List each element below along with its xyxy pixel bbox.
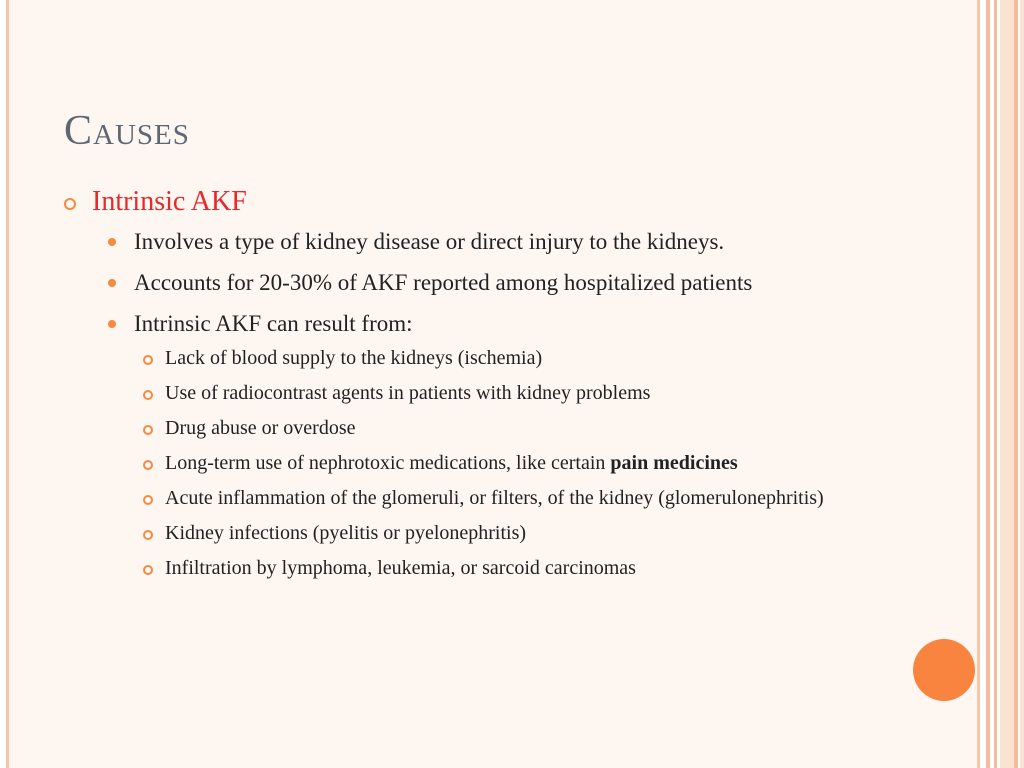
ring-bullet-icon bbox=[143, 495, 153, 505]
list-item-text: Intrinsic AKF can result from: bbox=[134, 311, 413, 336]
sub-list-item-text: Infiltration by lymphoma, leukemia, or sarcoid carcinomas bbox=[165, 557, 636, 579]
bold-emphasis: pain medicines bbox=[610, 452, 738, 474]
ring-bullet-icon bbox=[143, 530, 153, 540]
decorative-stripe bbox=[1014, 0, 1018, 768]
list-item bbox=[62, 308, 862, 339]
list-item bbox=[62, 267, 862, 298]
ring-bullet-icon bbox=[143, 355, 153, 365]
heading-text: Intrinsic AKF bbox=[92, 186, 247, 217]
sub-list-item-text: Drug abuse or overdose bbox=[165, 417, 356, 439]
decorative-stripe bbox=[986, 0, 990, 768]
ring-bullet-icon bbox=[143, 460, 153, 470]
dot-bullet-icon bbox=[108, 238, 116, 246]
ring-bullet-icon bbox=[143, 390, 153, 400]
sub-list-item bbox=[62, 520, 862, 547]
dot-bullet-icon bbox=[108, 279, 116, 287]
sub-list-item-text: Kidney infections (pyelitis or pyelonephritis) bbox=[165, 522, 527, 544]
sub-list-item bbox=[62, 450, 862, 477]
sub-list-item bbox=[62, 485, 862, 512]
sub-list-item-text: Lack of blood supply to the kidneys (ischemia) bbox=[165, 347, 543, 369]
sub-list-item bbox=[62, 380, 862, 407]
decorative-circle bbox=[913, 639, 975, 701]
slide-title: Causes bbox=[64, 108, 190, 154]
ring-bullet-icon bbox=[143, 565, 153, 575]
list-item-text: Accounts for 20-30% of AKF reported among hospitalized patients bbox=[134, 270, 753, 295]
heading-bullet bbox=[62, 184, 862, 220]
decorative-stripe bbox=[994, 0, 997, 768]
list-item bbox=[62, 226, 862, 257]
sub-list-item bbox=[62, 415, 862, 442]
sub-list-item-text: Acute inflammation of the glomeruli, or filters, of the kidney (glomerulonephritis) bbox=[165, 487, 824, 509]
sub-list-item-text: Long-term use of nephrotoxic medications, like certain bbox=[165, 452, 611, 474]
dot-bullet-icon bbox=[108, 320, 116, 328]
ring-bullet-icon bbox=[143, 425, 153, 435]
sub-list-item bbox=[62, 555, 862, 582]
sub-list-item-text: Use of radiocontrast agents in patients with kidney problems bbox=[165, 382, 651, 404]
decorative-stripe bbox=[1000, 0, 1014, 768]
sub-list-item bbox=[62, 345, 862, 372]
slide-content bbox=[62, 184, 862, 590]
decorative-stripe bbox=[1020, 0, 1024, 768]
list-item-text: Involves a type of kidney disease or direct injury to the kidneys. bbox=[134, 229, 725, 254]
ring-bullet-icon bbox=[64, 198, 76, 210]
